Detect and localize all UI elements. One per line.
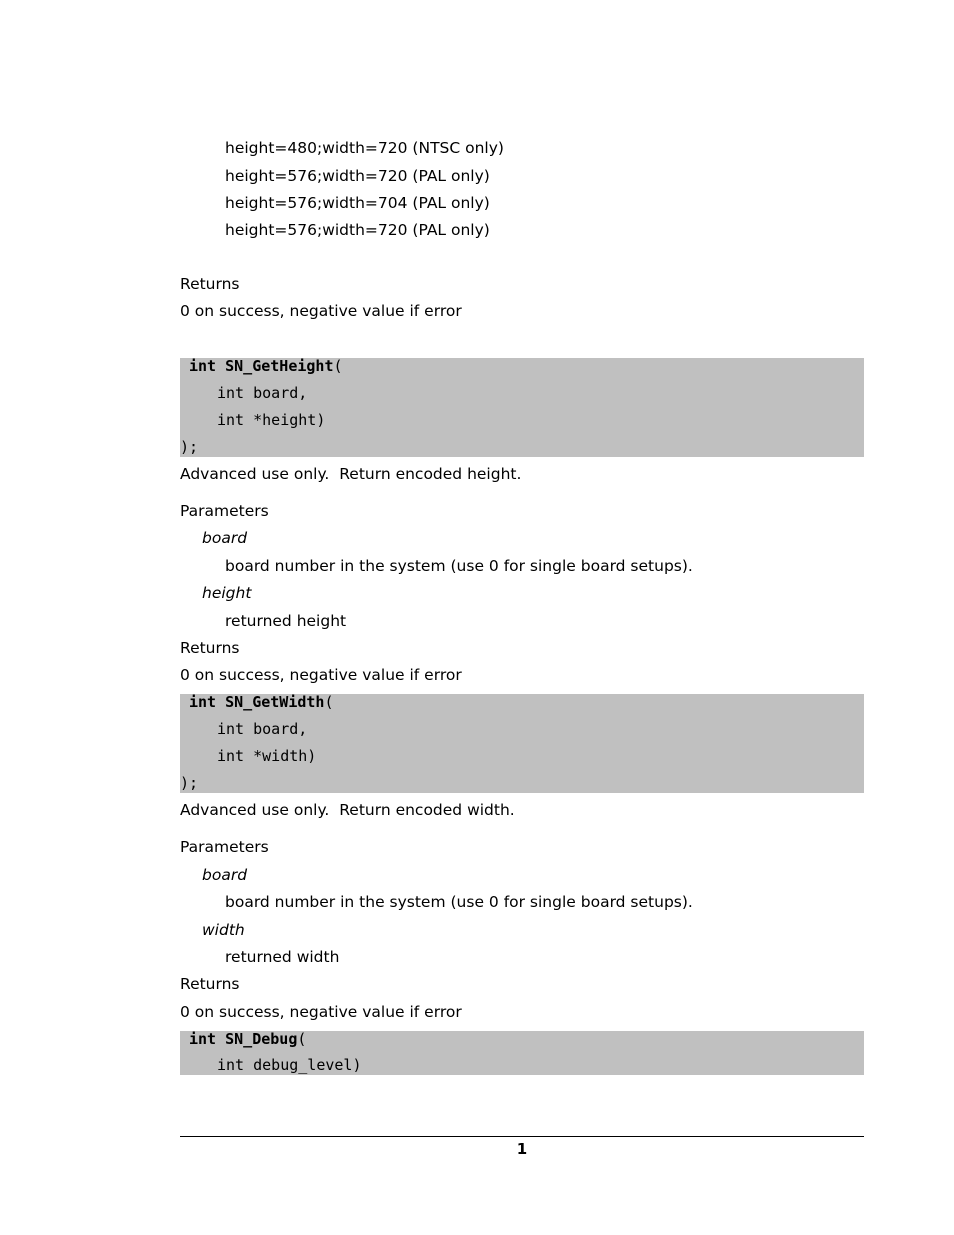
returns-heading: Returns [180,639,240,657]
format-item: height=480;width=720 (NTSC only) [225,139,504,157]
code-signature: int SN_GetWidth( [189,693,334,711]
code-block-getheight [180,358,864,457]
param-name: board [202,529,248,547]
code-arg: int debug_level) [217,1056,362,1074]
param-name: board [202,866,248,884]
format-item: height=576;width=720 (PAL only) [225,221,490,239]
param-name: height [202,584,252,602]
format-item: height=576;width=704 (PAL only) [225,194,490,212]
footer-divider [180,1136,864,1137]
code-signature: int SN_Debug( [189,1030,307,1048]
param-description: returned height [225,612,347,630]
code-close: ); [180,774,199,792]
code-block-debug [180,1031,864,1075]
code-arg: int *width) [217,747,317,765]
code-signature: int SN_GetHeight( [189,357,343,375]
code-arg: int board, [217,720,308,738]
returns-text: 0 on success, negative value if error [180,666,462,684]
parameters-heading: Parameters [180,838,269,856]
returns-text: 0 on success, negative value if error [180,302,462,320]
param-name: width [202,921,245,939]
param-description: board number in the system (use 0 for single board setups). [225,893,693,911]
function-description: Advanced use only. Return encoded width. [180,801,515,819]
returns-heading: Returns [180,975,240,993]
format-item: height=576;width=720 (PAL only) [225,167,490,185]
function-description: Advanced use only. Return encoded height. [180,465,522,483]
code-arg: int board, [217,384,308,402]
returns-text: 0 on success, negative value if error [180,1003,462,1021]
param-description: returned width [225,948,340,966]
code-close: ); [180,438,199,456]
page-number: 1 [516,1140,528,1158]
code-arg: int *height) [217,411,326,429]
returns-heading: Returns [180,275,240,293]
code-block-getwidth [180,694,864,793]
parameters-heading: Parameters [180,502,269,520]
param-description: board number in the system (use 0 for single board setups). [225,557,693,575]
